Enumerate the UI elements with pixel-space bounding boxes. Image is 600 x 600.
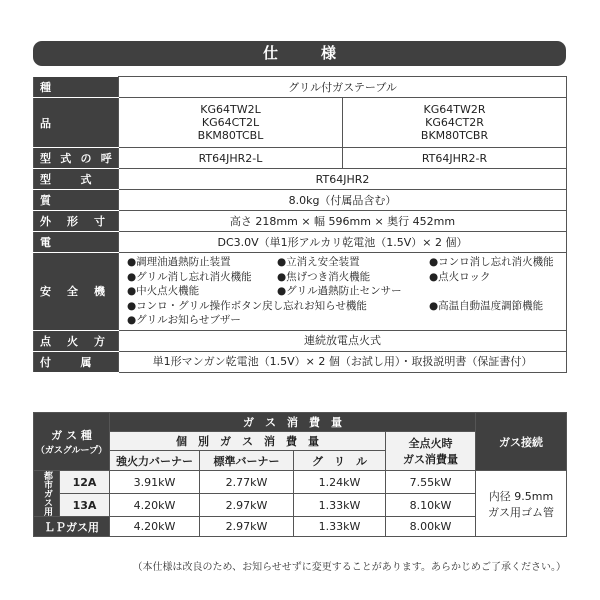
label-char: 式 xyxy=(80,173,92,186)
label-fuzoku xyxy=(34,351,119,372)
row-shurui xyxy=(34,77,567,98)
value-katashiki: RT64JHR2 xyxy=(119,169,567,190)
row-dengen xyxy=(34,232,567,253)
feature-item: ●コンロ・グリル操作ボタン戻し忘れお知らせ機能 xyxy=(127,299,367,312)
city-gas-label xyxy=(34,471,60,517)
value-fuzoku: 単1形マンガン乾電池（1.5V）× 2 個（お試し用）・取扱説明書（保証書付） xyxy=(119,351,567,372)
feature-list xyxy=(119,253,566,330)
value-zen: 7.55kW xyxy=(386,471,476,494)
value-tenka: 連続放電点火式 xyxy=(119,330,567,351)
value-gril: 1.33kW xyxy=(294,517,386,537)
label-gaikei xyxy=(34,211,119,232)
value-hyo: 2.77kW xyxy=(200,471,294,494)
gas-table xyxy=(33,412,567,537)
row-gaikei xyxy=(34,211,567,232)
label-tenka xyxy=(34,330,119,351)
label-char: 外 xyxy=(40,215,51,228)
header-kobetsu: 個 別 ガ ス 消 費 量 xyxy=(110,432,386,451)
label-char: 安 xyxy=(40,285,51,299)
value-setsuzoku xyxy=(476,471,567,537)
feature-item: ●立消え安全装置 xyxy=(277,256,360,268)
header-gas-group: （ガスグループ） xyxy=(35,446,108,456)
row-fuzoku xyxy=(34,351,567,372)
label-char: 電 xyxy=(40,236,51,249)
model-name: KG64CT2L xyxy=(201,116,260,129)
header-gril: グ リ ル xyxy=(294,451,386,471)
gas-name: 13A xyxy=(60,494,110,517)
label-char: 機 xyxy=(94,285,105,299)
header-kyo: 強火力バーナー xyxy=(110,451,200,471)
label-char: 呼 xyxy=(100,152,112,165)
label-yobi xyxy=(34,148,119,169)
feature-item: ●コンロ消し忘れ消火機能 xyxy=(429,256,554,268)
label-char: 方 xyxy=(94,334,105,348)
label-char: 形 xyxy=(67,215,78,228)
value-hinmei-left xyxy=(119,98,343,148)
value-zen: 8.10kW xyxy=(386,494,476,517)
header-zen-line: ガス消費量 xyxy=(403,453,458,466)
value-yobi-left: RT64JHR2-L xyxy=(119,148,343,169)
model-name: BKM80TCBL xyxy=(197,129,264,142)
row-anzen xyxy=(34,253,567,331)
label-char: 品 xyxy=(40,116,51,130)
value-kyo: 4.20kW xyxy=(110,517,200,537)
model-name: KG64CT2R xyxy=(425,116,484,129)
model-name: KG64TW2R xyxy=(423,103,486,116)
label-katashiki xyxy=(34,169,119,190)
setsuzoku-line: 内径 9.5mm xyxy=(488,489,554,503)
row-katashiki xyxy=(34,169,567,190)
feature-item: ●グリルお知らせブザー xyxy=(127,314,241,326)
label-shurui xyxy=(34,77,119,98)
row-tenka xyxy=(34,330,567,351)
header-shohi: ガ ス 消 費 量 xyxy=(110,413,476,432)
value-gril: 1.33kW xyxy=(294,494,386,517)
value-hinmei-right xyxy=(343,98,567,148)
value-dengen: DC3.0V（単1形アルカリ乾電池（1.5V）× 2 個） xyxy=(119,232,567,253)
label-char: 種 xyxy=(40,81,51,94)
label-char: 全 xyxy=(67,285,78,299)
row-hinmei xyxy=(34,98,567,148)
label-char: 型 xyxy=(40,173,51,186)
feature-item: ●グリル消し忘れ消火機能 xyxy=(127,270,252,283)
label-char: 式 xyxy=(60,152,72,165)
gas-row-12a xyxy=(34,471,567,494)
label-dengen xyxy=(34,232,119,253)
value-gaikei: 高さ 218mm × 幅 596mm × 奥行 452mm xyxy=(119,211,567,232)
header-hyo: 標準バーナー xyxy=(200,451,294,471)
lp-gas-label: ＬＰガス用 xyxy=(34,517,110,537)
label-char: 付 xyxy=(40,355,51,369)
row-yobi xyxy=(34,148,567,169)
label-char: 質 xyxy=(40,194,51,207)
label-char: 火 xyxy=(67,334,78,348)
feature-item: ●調理油過熱防止装置 xyxy=(127,256,231,268)
feature-item: ●中火点火機能 xyxy=(127,285,200,297)
header-zen-line: 全点火時 xyxy=(408,437,453,450)
value-kyo: 3.91kW xyxy=(110,471,200,494)
feature-item: ●高温自動温度調節機能 xyxy=(429,299,544,312)
label-char: 寸 xyxy=(94,215,105,228)
value-shurui: グリル付ガステーブル xyxy=(119,77,567,98)
value-zen: 8.00kW xyxy=(386,517,476,537)
value-anzen xyxy=(119,253,567,331)
model-name: BKM80TCBR xyxy=(420,129,489,142)
value-hyo: 2.97kW xyxy=(200,517,294,537)
value-kyo: 4.20kW xyxy=(110,494,200,517)
setsuzoku-line: ガス用ゴム管 xyxy=(488,505,554,519)
header-setsuzoku: ガス接続 xyxy=(476,413,567,471)
model-name: KG64TW2L xyxy=(200,103,261,116)
feature-item: ●グリル過熱防止センサー xyxy=(277,285,402,297)
disclaimer-note: （本仕様は改良のため、お知らせせずに変更することがあります。あらかじめご了承ください。） xyxy=(132,562,566,573)
header-gas-shu-text: ガ ス 種 xyxy=(51,429,92,442)
spec-table xyxy=(33,76,567,373)
feature-item xyxy=(429,284,567,299)
value-gril: 1.24kW xyxy=(294,471,386,494)
spec-title: 仕 様 xyxy=(33,41,566,66)
gas-header-row-1 xyxy=(34,413,567,432)
value-shitsuryo: 8.0kg（付属品含む） xyxy=(119,190,567,211)
feature-item: ●点火ロック xyxy=(429,270,491,283)
row-shitsuryo xyxy=(34,190,567,211)
label-hinmei xyxy=(34,98,119,148)
gas-name: 12A xyxy=(60,471,110,494)
label-char: 型 xyxy=(40,152,51,165)
header-zen xyxy=(386,432,476,471)
city-gas-label-text: 都市ガス用 xyxy=(42,471,52,516)
header-gas-shu xyxy=(34,413,110,471)
label-anzen xyxy=(34,253,119,331)
value-yobi-right: RT64JHR2-R xyxy=(343,148,567,169)
label-char: 点 xyxy=(40,334,51,348)
label-char: の xyxy=(80,152,92,165)
label-shitsuryo xyxy=(34,190,119,211)
label-char: 属 xyxy=(80,355,92,369)
value-hyo: 2.97kW xyxy=(200,494,294,517)
feature-item: ●焦げつき消火機能 xyxy=(277,270,371,283)
